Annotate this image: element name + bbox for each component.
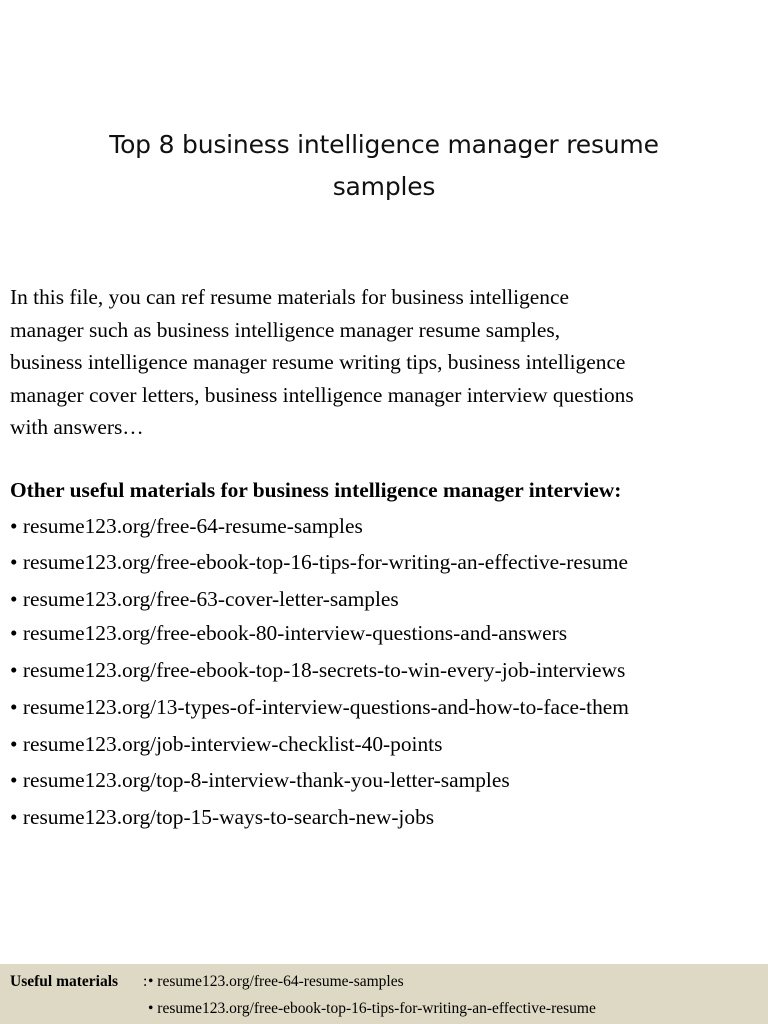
page-title [34,124,734,208]
intro-line: manager such as business intelligence manager resume samples, [10,317,561,342]
title-line-1: Top 8 business intelligence manager resume [109,130,659,159]
other-materials-heading: Other useful materials for business intelligence manager interview: [10,478,622,502]
footer-separator: : [143,973,148,990]
resource-link-free-64-resume-samples[interactable]: • resume123.org/free-64-resume-samples [10,514,363,538]
title-line-2: samples [332,172,436,201]
intro-line: business intelligence manager resume writing tips, business intelligence [10,350,626,375]
resource-link-job-interview-checklist[interactable]: • resume123.org/job-interview-checklist-40-points [10,732,443,756]
resource-link-ebook-16-tips[interactable]: • resume123.org/free-ebook-top-16-tips-for-writing-an-effective-resume [10,550,629,574]
intro-line: manager cover letters, business intelligence manager interview questions [10,382,634,407]
resource-link-13-types-interview-questions[interactable]: • resume123.org/13-types-of-interview-questions-and-how-to-face-them [10,695,629,719]
useful-materials-footer [0,964,768,1024]
footer-link-free-64-resume-samples[interactable]: • resume123.org/free-64-resume-samples [148,973,404,990]
footer-link-ebook-16-tips[interactable]: • resume123.org/free-ebook-top-16-tips-for-writing-an-effective-resume [148,1000,596,1017]
resource-link-ebook-18-secrets[interactable]: • resume123.org/free-ebook-top-18-secrets-to-win-every-job-interviews [10,658,626,682]
intro-line: In this file, you can ref resume materials for business intelligence [10,285,569,309]
intro-line: with answers… [10,415,144,440]
resource-link-thank-you-letter-samples[interactable]: • resume123.org/top-8-interview-thank-you-letter-samples [10,768,510,792]
resource-link-search-new-jobs[interactable]: • resume123.org/top-15-ways-to-search-new-jobs [10,805,435,829]
intro-paragraph [10,281,762,444]
resource-link-63-cover-letter-samples[interactable]: • resume123.org/free-63-cover-letter-samples [10,587,399,611]
footer-label: Useful materials [10,973,119,990]
resource-link-ebook-80-interview-questions[interactable]: • resume123.org/free-ebook-80-interview-questions-and-answers [10,621,568,645]
